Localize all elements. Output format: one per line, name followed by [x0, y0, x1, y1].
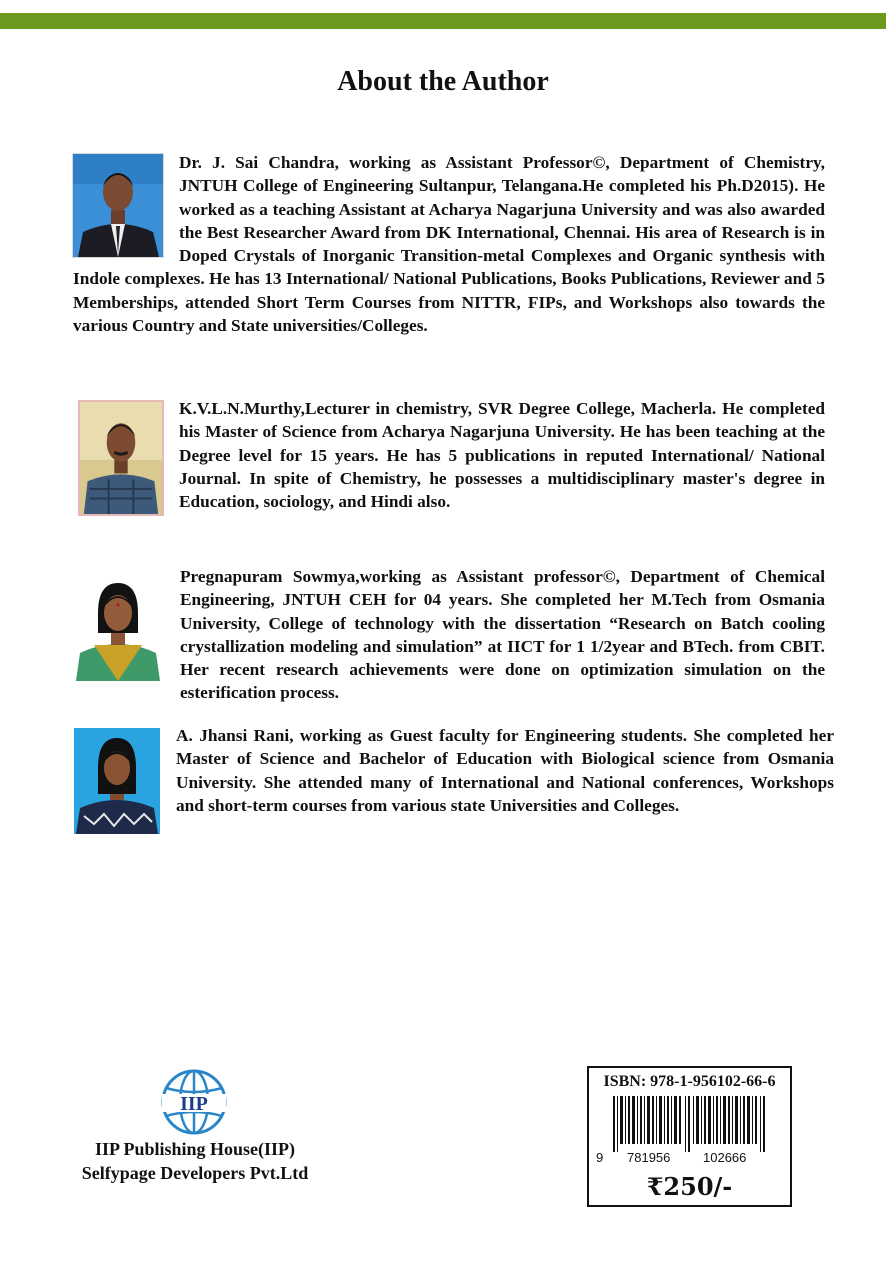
isbn-label: ISBN: 978-1-956102-66-6 — [603, 1073, 776, 1090]
publisher-company: Selfypage Developers Pvt.Ltd — [81, 1163, 309, 1183]
author-bio-3-text: Pregnapuram Sowmya,working as Assistant professor©, Department of Chemical Engineering, JNTUH CEH for 04 years. She completed her M.Tech from Osmania University, College of technology with the dissertation “Research on Batch cooling crystallization modeling and simulation” at IICT for 1 1/2year and BTech. from CBIT. Her recent research achievements were done on optimization simulation on the esterification process. — [180, 567, 825, 703]
publisher-name: IIP Publishing House(IIP) — [94, 1139, 296, 1159]
author-bio-1 — [73, 151, 825, 337]
author-bio-4 — [74, 724, 834, 834]
barcode-digits-left: 781956 — [627, 1150, 671, 1165]
barcode-digits-right: 102666 — [703, 1150, 747, 1165]
author-photo-4 — [74, 728, 160, 834]
top-color-band — [0, 13, 886, 29]
publisher-logo — [160, 1068, 228, 1140]
author-photo-3 — [74, 573, 162, 681]
author-bio-2 — [78, 397, 825, 518]
author-bio-1-text: Dr. J. Sai Chandra, working as Assistant Professor©, Department of Chemistry, JNTUH College of Engineering Sultanpur, Telangana.He completed his Ph.D2015). He worked as a teaching Assistant at Acharya Nagarjuna University and was also awarded the Best Researcher Award from DK International, Chennai. His area of Research is in Doped Crystals of Inorganic Transition-metal Complexes and Organic synthesis with Indole complexes. He has 13 International/ National Publications, Books Publications, Reviewer and 5 Memberships, attended Short Term Courses from NITTR, FIPs, and Workshops also towards the various Country and State universities/Colleges. — [73, 153, 825, 336]
page-title: About the Author — [337, 66, 549, 97]
author-bio-4-text: A. Jhansi Rani, working as Guest faculty for Engineering students. She completed her Master of Science and Bachelor of Education with Biological science from Osmania University. She attended many of International and National conferences, Workshops and short-term courses from various state Universities and Colleges. — [176, 726, 834, 815]
publisher-logo-text: IIP — [180, 1093, 208, 1115]
isbn-barcode-box — [587, 1066, 792, 1207]
author-photo-2 — [78, 400, 164, 516]
book-price: ₹250/- — [646, 1172, 733, 1201]
author-bio-3 — [74, 565, 825, 705]
author-photo-1 — [73, 154, 163, 257]
author-bio-2-text: K.V.L.N.Murthy,Lecturer in chemistry, SVR Degree College, Macherla. He completed his Master of Science from Acharya Nagarjuna University. He has been teaching at the Degree level for 15 years. He has 5 publications in reputed International/ National Journal. In spite of Chemistry, he possesses a multidisciplinary master's degree in Education, sociology, and Hindi also. — [179, 399, 825, 512]
barcode — [597, 1096, 783, 1152]
barcode-digit-prefix: 9 — [596, 1150, 604, 1165]
